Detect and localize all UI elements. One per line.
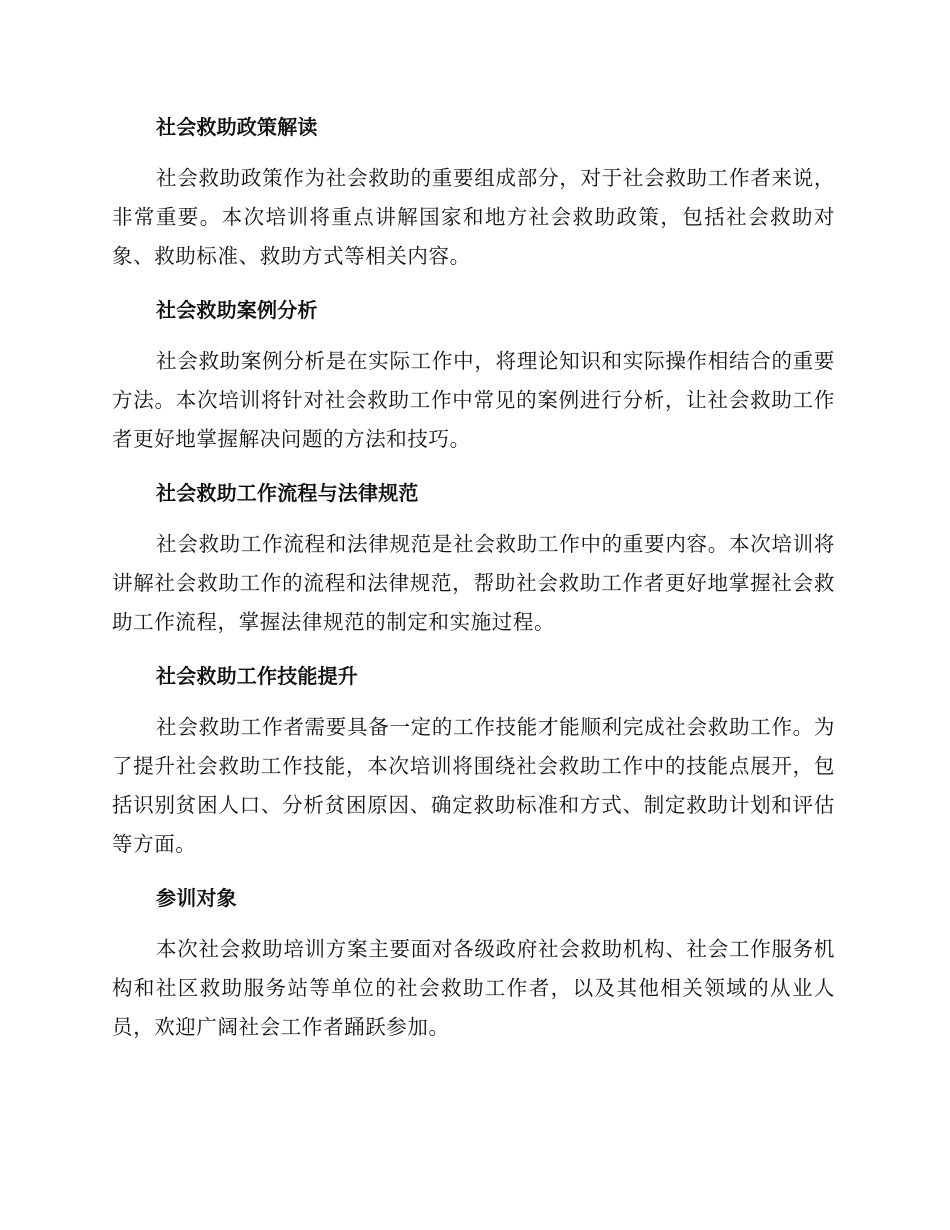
- section-case-analysis: [112, 292, 835, 459]
- section-paragraph: 社会救助案例分析是在实际工作中，将理论知识和实际操作相结合的重要方法。本次培训将针对社会救助工作中常见的案例进行分析，让社会救助工作者更好地掌握解决问题的方法和技巧。: [112, 349, 835, 451]
- section-policy-interpretation: [112, 109, 835, 276]
- section-heading: 参训对象: [156, 886, 237, 910]
- section-participants: [112, 880, 835, 1047]
- section-heading: 社会救助案例分析: [156, 298, 318, 322]
- section-skill-improvement: [112, 658, 835, 864]
- section-heading: 社会救助工作技能提升: [156, 664, 358, 688]
- section-paragraph: 社会救助政策作为社会救助的重要组成部分，对于社会救助工作者来说，非常重要。本次培训将重点讲解国家和地方社会救助政策，包括社会救助对象、救助标准、救助方式等相关内容。: [112, 166, 835, 268]
- section-heading: 社会救助工作流程与法律规范: [156, 481, 419, 505]
- section-workflow-and-law: [112, 475, 835, 642]
- section-paragraph: 社会救助工作者需要具备一定的工作技能才能顺利完成社会救助工作。为了提升社会救助工作技能，本次培训将围绕社会救助工作中的技能点展开，包括识别贫困人口、分析贫困原因、确定救助标准和方式、制定救助计划和评估等方面。: [112, 715, 835, 856]
- section-paragraph: 社会救助工作流程和法律规范是社会救助工作中的重要内容。本次培训将讲解社会救助工作的流程和法律规范，帮助社会救助工作者更好地掌握社会救助工作流程，掌握法律规范的制定和实施过程。: [112, 532, 835, 634]
- section-paragraph: 本次社会救助培训方案主要面对各级政府社会救助机构、社会工作服务机构和社区救助服务站等单位的社会救助工作者，以及其他相关领域的从业人员，欢迎广阔社会工作者踊跃参加。: [112, 937, 835, 1039]
- section-heading: 社会救助政策解读: [156, 115, 318, 139]
